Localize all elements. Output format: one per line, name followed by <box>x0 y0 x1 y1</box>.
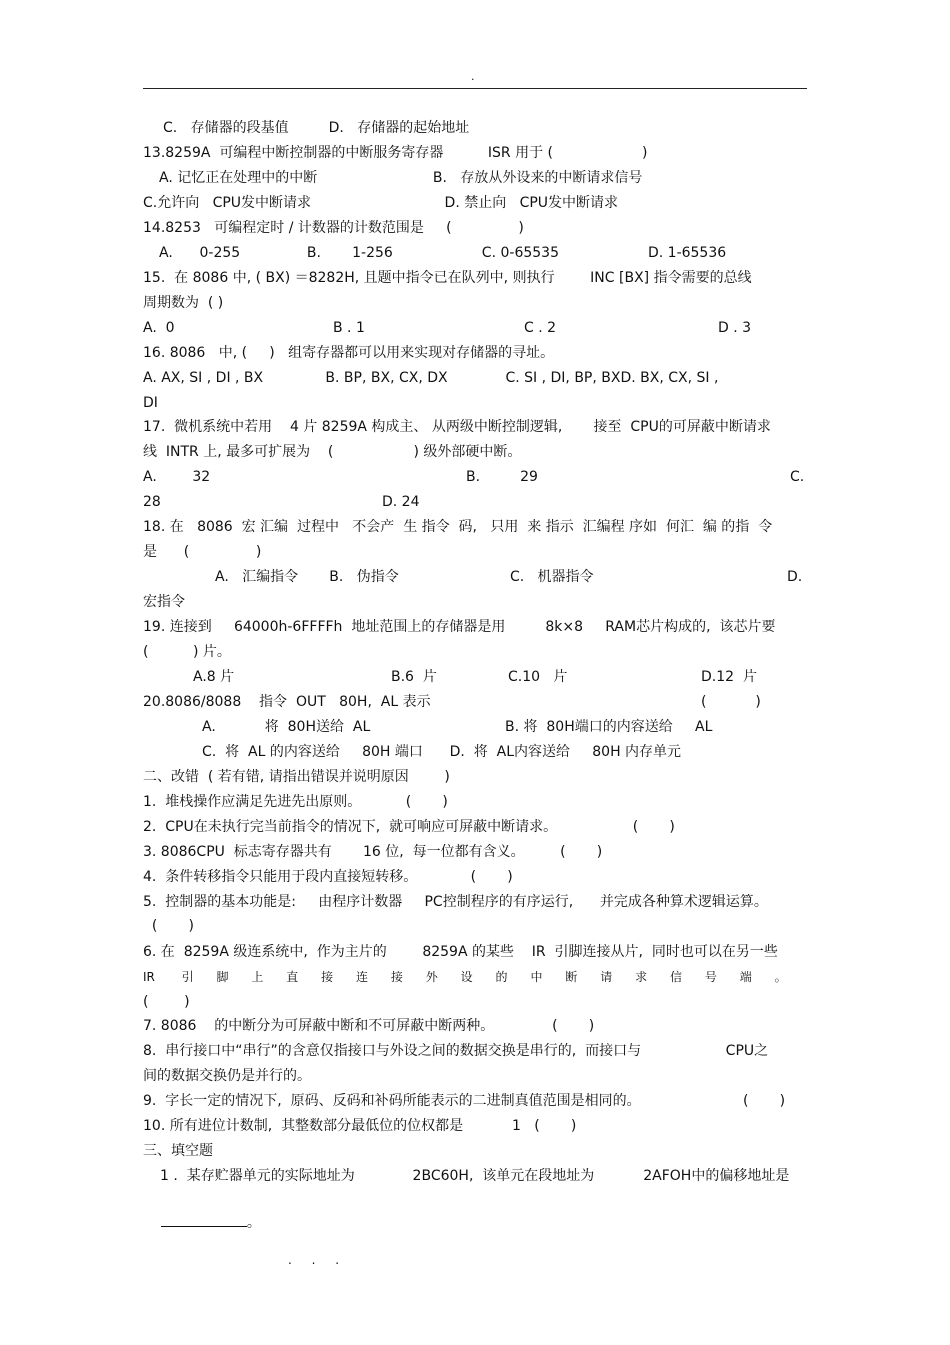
option-b: B.6 片 <box>391 669 437 685</box>
item-5: 5. 控制器的基本功能是: 由程序计数器 PC控制程序的有序运行, 并完成各种算术逻辑运算。 <box>143 894 768 910</box>
option-d: D. 24 <box>382 494 420 510</box>
item-9-paren: ( ) <box>743 1093 786 1109</box>
fill-answer-line <box>143 1190 261 1231</box>
item-5-cont: ( ) <box>143 918 194 934</box>
section-heading: 二、改错 ( 若有错, 请指出错误并说明原因 ) <box>143 769 450 785</box>
header-rule <box>143 88 807 89</box>
question-15-cont: 周期数为 ( ) <box>143 295 224 311</box>
item-6: 6. 在 8259A 级连系统中, 作为主片的 8259A 的某些 IR 引脚连接从片, 同时也可以在另一些 <box>143 944 778 960</box>
header-dot: . <box>471 70 475 83</box>
item-6-cont: IR 引 脚 上 直 接 连 接 外 设 的 中 断 请 求 信 号 端 。 <box>143 970 787 984</box>
question-16: 16. 8086 中, ( ) 组寄存器都可以用来实现对存储器的寻址。 <box>143 345 555 361</box>
option-b: B. 将 80H端口的内容送给 AL <box>505 719 713 735</box>
fill-question-1-end: 。 <box>246 1215 261 1231</box>
question-18: 18. 在 8086 宏 汇编 过程中 不会产 生 指令 码, 只用 来 指示 汇编程 序如 何汇 编 的指 令 <box>143 519 773 535</box>
item-8-cont: 间的数据交换仍是并行的。 <box>143 1068 311 1084</box>
question-15: 15. 在 8086 中, ( BX) ＝8282H, 且题中指令已在队列中, 则执行 INC [BX] 指令需要的总线 <box>143 270 752 286</box>
item-1: 1. 堆栈操作应满足先进先出原则。 ( ) <box>143 794 448 810</box>
answer-paren: ( ) <box>701 694 761 710</box>
fill-question-1: 1 . 某存贮器单元的实际地址为 2BC60H, 该单元在段地址为 2AFOH中的偏移地址是 <box>160 1168 790 1184</box>
answer-blank <box>161 1212 247 1227</box>
option-line: C. 存储器的段基值 D. 存储器的起始地址 <box>163 120 470 136</box>
option-d-value: 宏指令 <box>143 594 185 610</box>
item-3: 3. 8086CPU 标志寄存器共有 16 位, 每一位都有含义。 ( ) <box>143 844 603 860</box>
option-line: A. 汇编指令 B. 伪指令 C. 机器指令 <box>215 569 594 585</box>
option-b: B. 29 <box>466 469 538 485</box>
question-18-cont: 是 ( ) <box>143 544 262 560</box>
item-4: 4. 条件转移指令只能用于段内直接短转移。 ( ) <box>143 869 513 885</box>
option-line-cont: DI <box>143 395 158 411</box>
option-a: A. 将 80H送给 AL <box>202 719 371 735</box>
question-13: 13.8259A 可编程中断控制器的中断服务寄存器 ISR 用于 ( ) <box>143 145 648 161</box>
option-d: D . 3 <box>718 320 752 336</box>
question-19-cont: ( ) 片。 <box>143 644 231 660</box>
question-19: 19. 连接到 64000h-6FFFFh 地址范围上的存储器是用 8k×8 RAM芯片构成的, 该芯片要 <box>143 619 776 635</box>
option-b: B . 1 <box>333 320 365 336</box>
item-7: 7. 8086 的中断分为可屏蔽中断和不可屏蔽中断两种。 ( ) <box>143 1018 595 1034</box>
question-17: 17. 微机系统中若用 4 片 8259A 构成主、 从两级中断控制逻辑, 接至 CPU的可屏蔽中断请求 <box>143 419 771 435</box>
option-c: C . 2 <box>524 320 557 336</box>
option-c: C. <box>790 469 805 485</box>
footer-dots: . . . <box>288 1253 348 1267</box>
item-6-paren: ( ) <box>143 994 190 1010</box>
item-8: 8. 串行接口中“串行”的含意仅指接口与外设之间的数据交换是串行的, 而接口与 CPU之 <box>143 1043 769 1059</box>
question-17-cont: 线 INTR 上, 最多可扩展为 ( ) 级外部硬中断。 <box>143 444 522 460</box>
question-14: 14.8253 可编程定时 / 计数器的计数范围是 ( ) <box>143 220 524 236</box>
option-d: D.12 片 <box>701 669 757 685</box>
section-heading: 三、填空题 <box>143 1143 213 1159</box>
option-line: C. 将 AL 的内容送给 80H 端口 D. 将 AL内容送给 80H 内存单元 <box>202 744 682 760</box>
option-line: A. 记忆正在处理中的中断 B. 存放从外设来的中断请求信号 <box>159 170 643 186</box>
option-c-value: 28 <box>143 494 161 510</box>
option-line: C.允许向 CPU发中断请求 D. 禁止向 CPU发中断请求 <box>143 195 619 211</box>
option-a: A. 0 <box>143 320 175 336</box>
option-a: A. 32 <box>143 469 211 485</box>
option-d: D. <box>787 569 803 585</box>
item-10: 10. 所有进位计数制, 其整数部分最低位的位权都是 1 ( ) <box>143 1118 577 1134</box>
option-line: A. 0-255 B. 1-256 C. 0-65535 D. 1-65536 <box>159 245 727 261</box>
option-a: A.8 片 <box>193 669 235 685</box>
item-2: 2. CPU在未执行完当前指令的情况下, 就可响应可屏蔽中断请求。 ( ) <box>143 819 675 835</box>
item-9: 9. 字长一定的情况下, 原码、反码和补码所能表示的二进制真值范围是相同的。 <box>143 1093 641 1109</box>
option-line: A. AX, SI , DI , BX B. BP, BX, CX, DX C. SI , DI, BP, BXD. BX, CX, SI , <box>143 370 719 386</box>
question-20: 20.8086/8088 指令 OUT 80H, AL 表示 <box>143 694 431 710</box>
option-c: C.10 片 <box>508 669 568 685</box>
